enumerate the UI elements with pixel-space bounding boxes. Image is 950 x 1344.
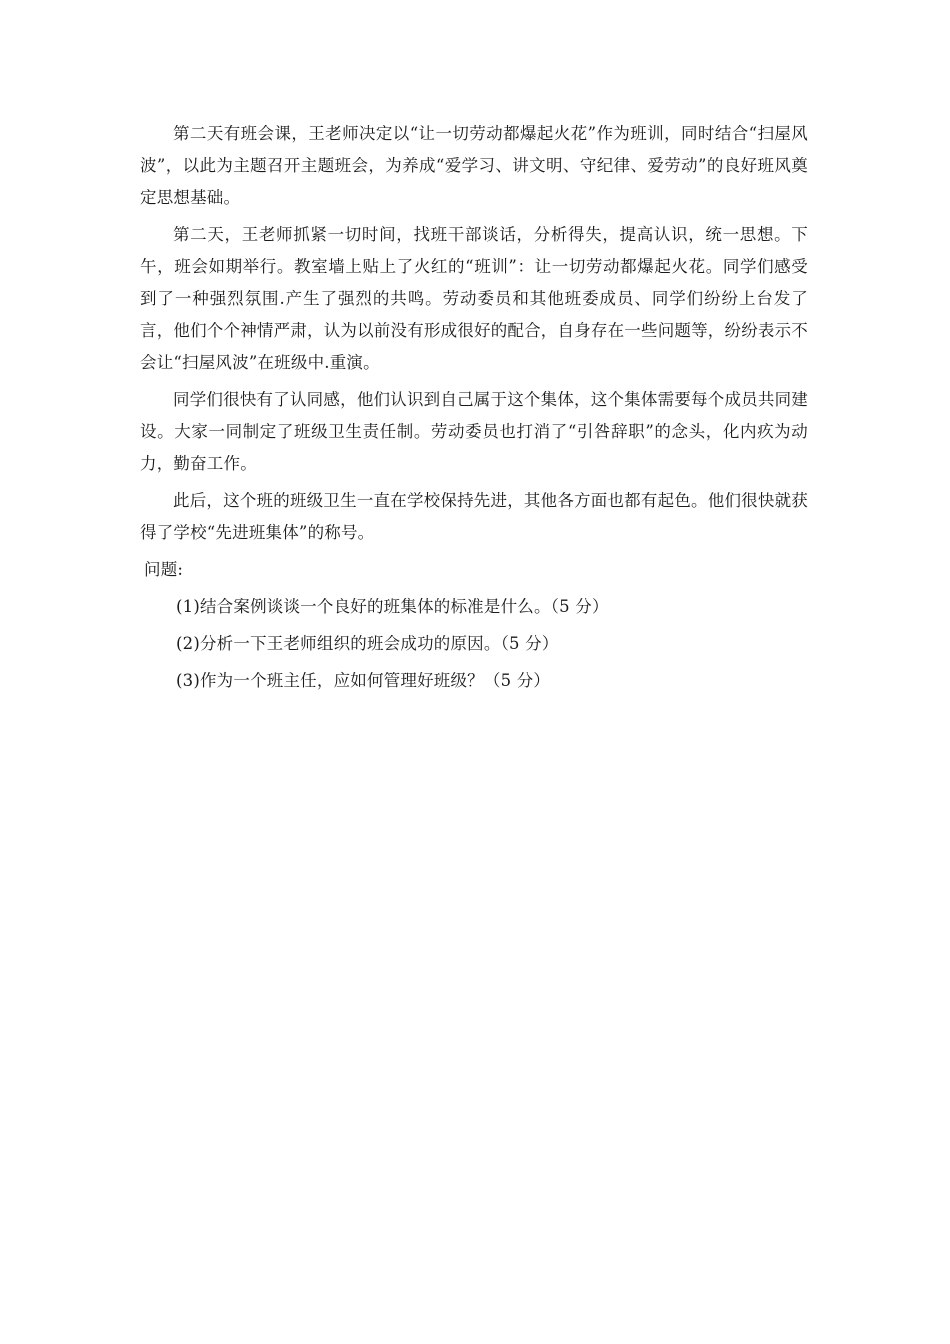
paragraph-3: 同学们很快有了认同感，他们认识到自己属于这个集体，这个集体需要每个成员共同建设。大家一同制定了班级卫生责任制。劳动委员也打消了“引咎辞职”的念头，化内疚为动力，勤奋工作。 <box>140 390 808 473</box>
paragraph-4: 此后，这个班的班级卫生一直在学校保持先进，其他各方面也都有起色。他们很快就获得了学校“先进班集体”的称号。 <box>140 491 808 542</box>
questions-heading: 问题: <box>144 560 184 579</box>
question-1: (1)结合案例谈谈一个良好的班集体的标准是什么。（5 分） <box>176 597 609 616</box>
paragraph-1: 第二天有班会课，王老师决定以“让一切劳动都爆起火花”作为班训，同时结合“扫屋风波”，以此为主题召开主题班会，为养成“爱学习、讲文明、守纪律、爱劳动”的良好班风奠定思想基础。 <box>140 124 808 207</box>
question-2: (2)分析一下王老师组织的班会成功的原因。（5 分） <box>176 634 559 653</box>
document-body <box>140 118 808 702</box>
question-3: (3)作为一个班主任，应如何管理好班级？（5 分） <box>176 671 551 690</box>
paragraph-2: 第二天，王老师抓紧一切时间，找班干部谈话，分析得失，提高认识，统一思想。下午，班会如期举行。教室墙上贴上了火红的“班训”：让一切劳动都爆起火花。同学们感受到了一种强烈氛围.产生了强烈的共鸣。劳动委员和其他班委成员、同学们纷纷上台发了言，他们个个神情严肃，认为以前没有形成很好的配合，自身存在一些问题等，纷纷表示不会让“扫屋风波”在班级中.重演。 <box>140 225 808 372</box>
